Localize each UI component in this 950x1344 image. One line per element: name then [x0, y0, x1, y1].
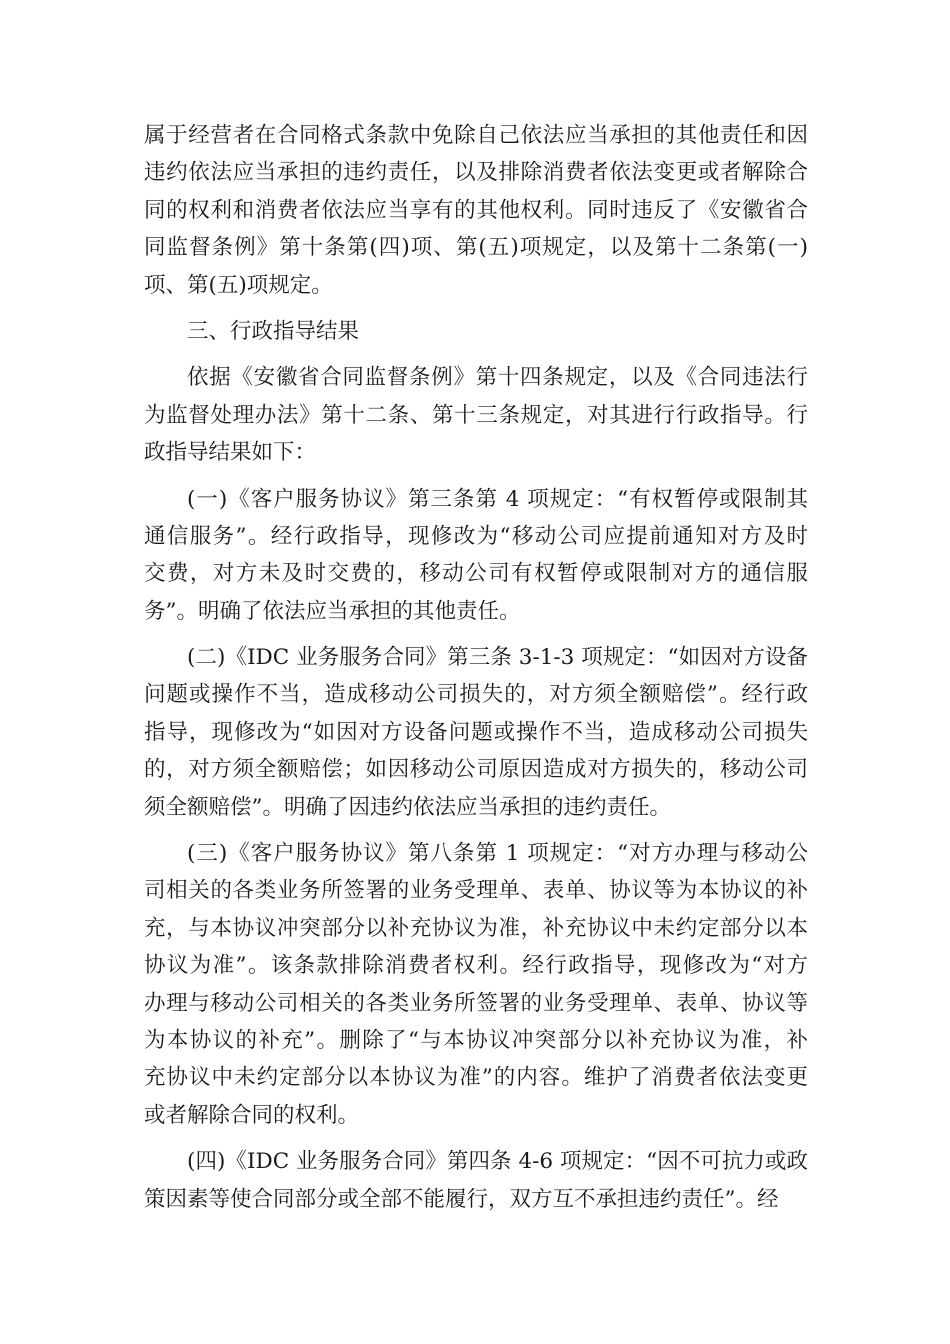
- text-line: 问题或操作不当，造成移动公司损失的，对方须全额赔偿”。经行政: [144, 682, 808, 708]
- text-line: 属于经营者在合同格式条款中免除自己依法应当承担的其他责任和因: [144, 123, 808, 148]
- paragraph-gap: [144, 350, 808, 359]
- text-line: (一)《客户服务协议》第三条第 4 项规定：“有权暂停或限制其: [187, 486, 808, 512]
- text-line: 同的权利和消费者依法应当享有的其他权利。同时违反了《安徽省合: [144, 197, 808, 223]
- paragraph-gap: [144, 826, 808, 835]
- paragraph: [144, 639, 808, 826]
- text-line: 务”。明确了依法应当承担的其他责任。: [144, 598, 521, 624]
- text-line: 项、第(五)项规定。: [144, 272, 333, 298]
- text-line: 为本协议的补充”。删除了“与本协议冲突部分以补充协议为准，补: [144, 1027, 808, 1053]
- text-line: 办理与移动公司相关的各类业务所签署的业务受理单、表单、协议等: [144, 990, 808, 1016]
- paragraph: [144, 1143, 808, 1218]
- paragraph-gap: [144, 630, 808, 639]
- text-line: 同监督条例》第十条第(四)项、第(五)项规定，以及第十二条第(一): [144, 235, 808, 261]
- text-line: 协议为准”。该条款排除消费者权利。经行政指导，现修改为“对方: [144, 953, 808, 979]
- text-line: 政指导结果如下：: [144, 440, 317, 466]
- text-line: (三)《客户服务协议》第八条第 1 项规定：“对方办理与移动公: [187, 841, 808, 867]
- paragraph: [144, 117, 808, 304]
- text-line: 三、行政指导结果: [187, 318, 360, 344]
- text-line: (四)《IDC 业务服务合同》第四条 4-6 项规定：“因不可抗力或政: [187, 1149, 808, 1175]
- text-line: 司相关的各类业务所签署的业务受理单、表单、协议等为本协议的补: [144, 878, 808, 904]
- text-line: 交费，对方未及时交费的，移动公司有权暂停或限制对方的通信服: [144, 561, 808, 587]
- paragraph: [144, 835, 808, 1134]
- text-line: 违约依法应当承担的违约责任，以及排除消费者依法变更或者解除合: [144, 160, 808, 186]
- paragraph: [144, 313, 808, 350]
- document-body: [144, 117, 808, 1218]
- paragraph: [144, 359, 808, 471]
- text-line: (二)《IDC 业务服务合同》第三条 3-1-3 项规定：“如因对方设备: [187, 645, 808, 671]
- text-line: 通信服务”。经行政指导，现修改为“移动公司应提前通知对方及时: [144, 523, 808, 549]
- text-line: 充协议中未约定部分以本协议为准”的内容。维护了消费者依法变更: [144, 1065, 808, 1091]
- paragraph: [144, 481, 808, 631]
- text-line: 或者解除合同的权利。: [144, 1102, 360, 1128]
- text-line: 为监督处理办法》第十二条、第十三条规定，对其进行行政指导。行: [144, 402, 808, 428]
- paragraph-gap: [144, 304, 808, 313]
- text-line: 充，与本协议冲突部分以补充协议为准，补充协议中未约定部分以本: [144, 915, 808, 941]
- paragraph-gap: [144, 472, 808, 481]
- text-line: 策因素等使合同部分或全部不能履行，双方互不承担违约责任”。经: [144, 1186, 779, 1212]
- text-line: 须全额赔偿”。明确了因违约依法应当承担的违约责任。: [144, 794, 671, 820]
- paragraph-gap: [144, 1134, 808, 1143]
- text-line: 依据《安徽省合同监督条例》第十四条规定，以及《合同违法行: [187, 365, 808, 391]
- text-line: 指导，现修改为“如因对方设备问题或操作不当，造成移动公司损失: [144, 719, 808, 745]
- text-line: 的，对方须全额赔偿；如因移动公司原因造成对方损失的，移动公司: [144, 757, 808, 783]
